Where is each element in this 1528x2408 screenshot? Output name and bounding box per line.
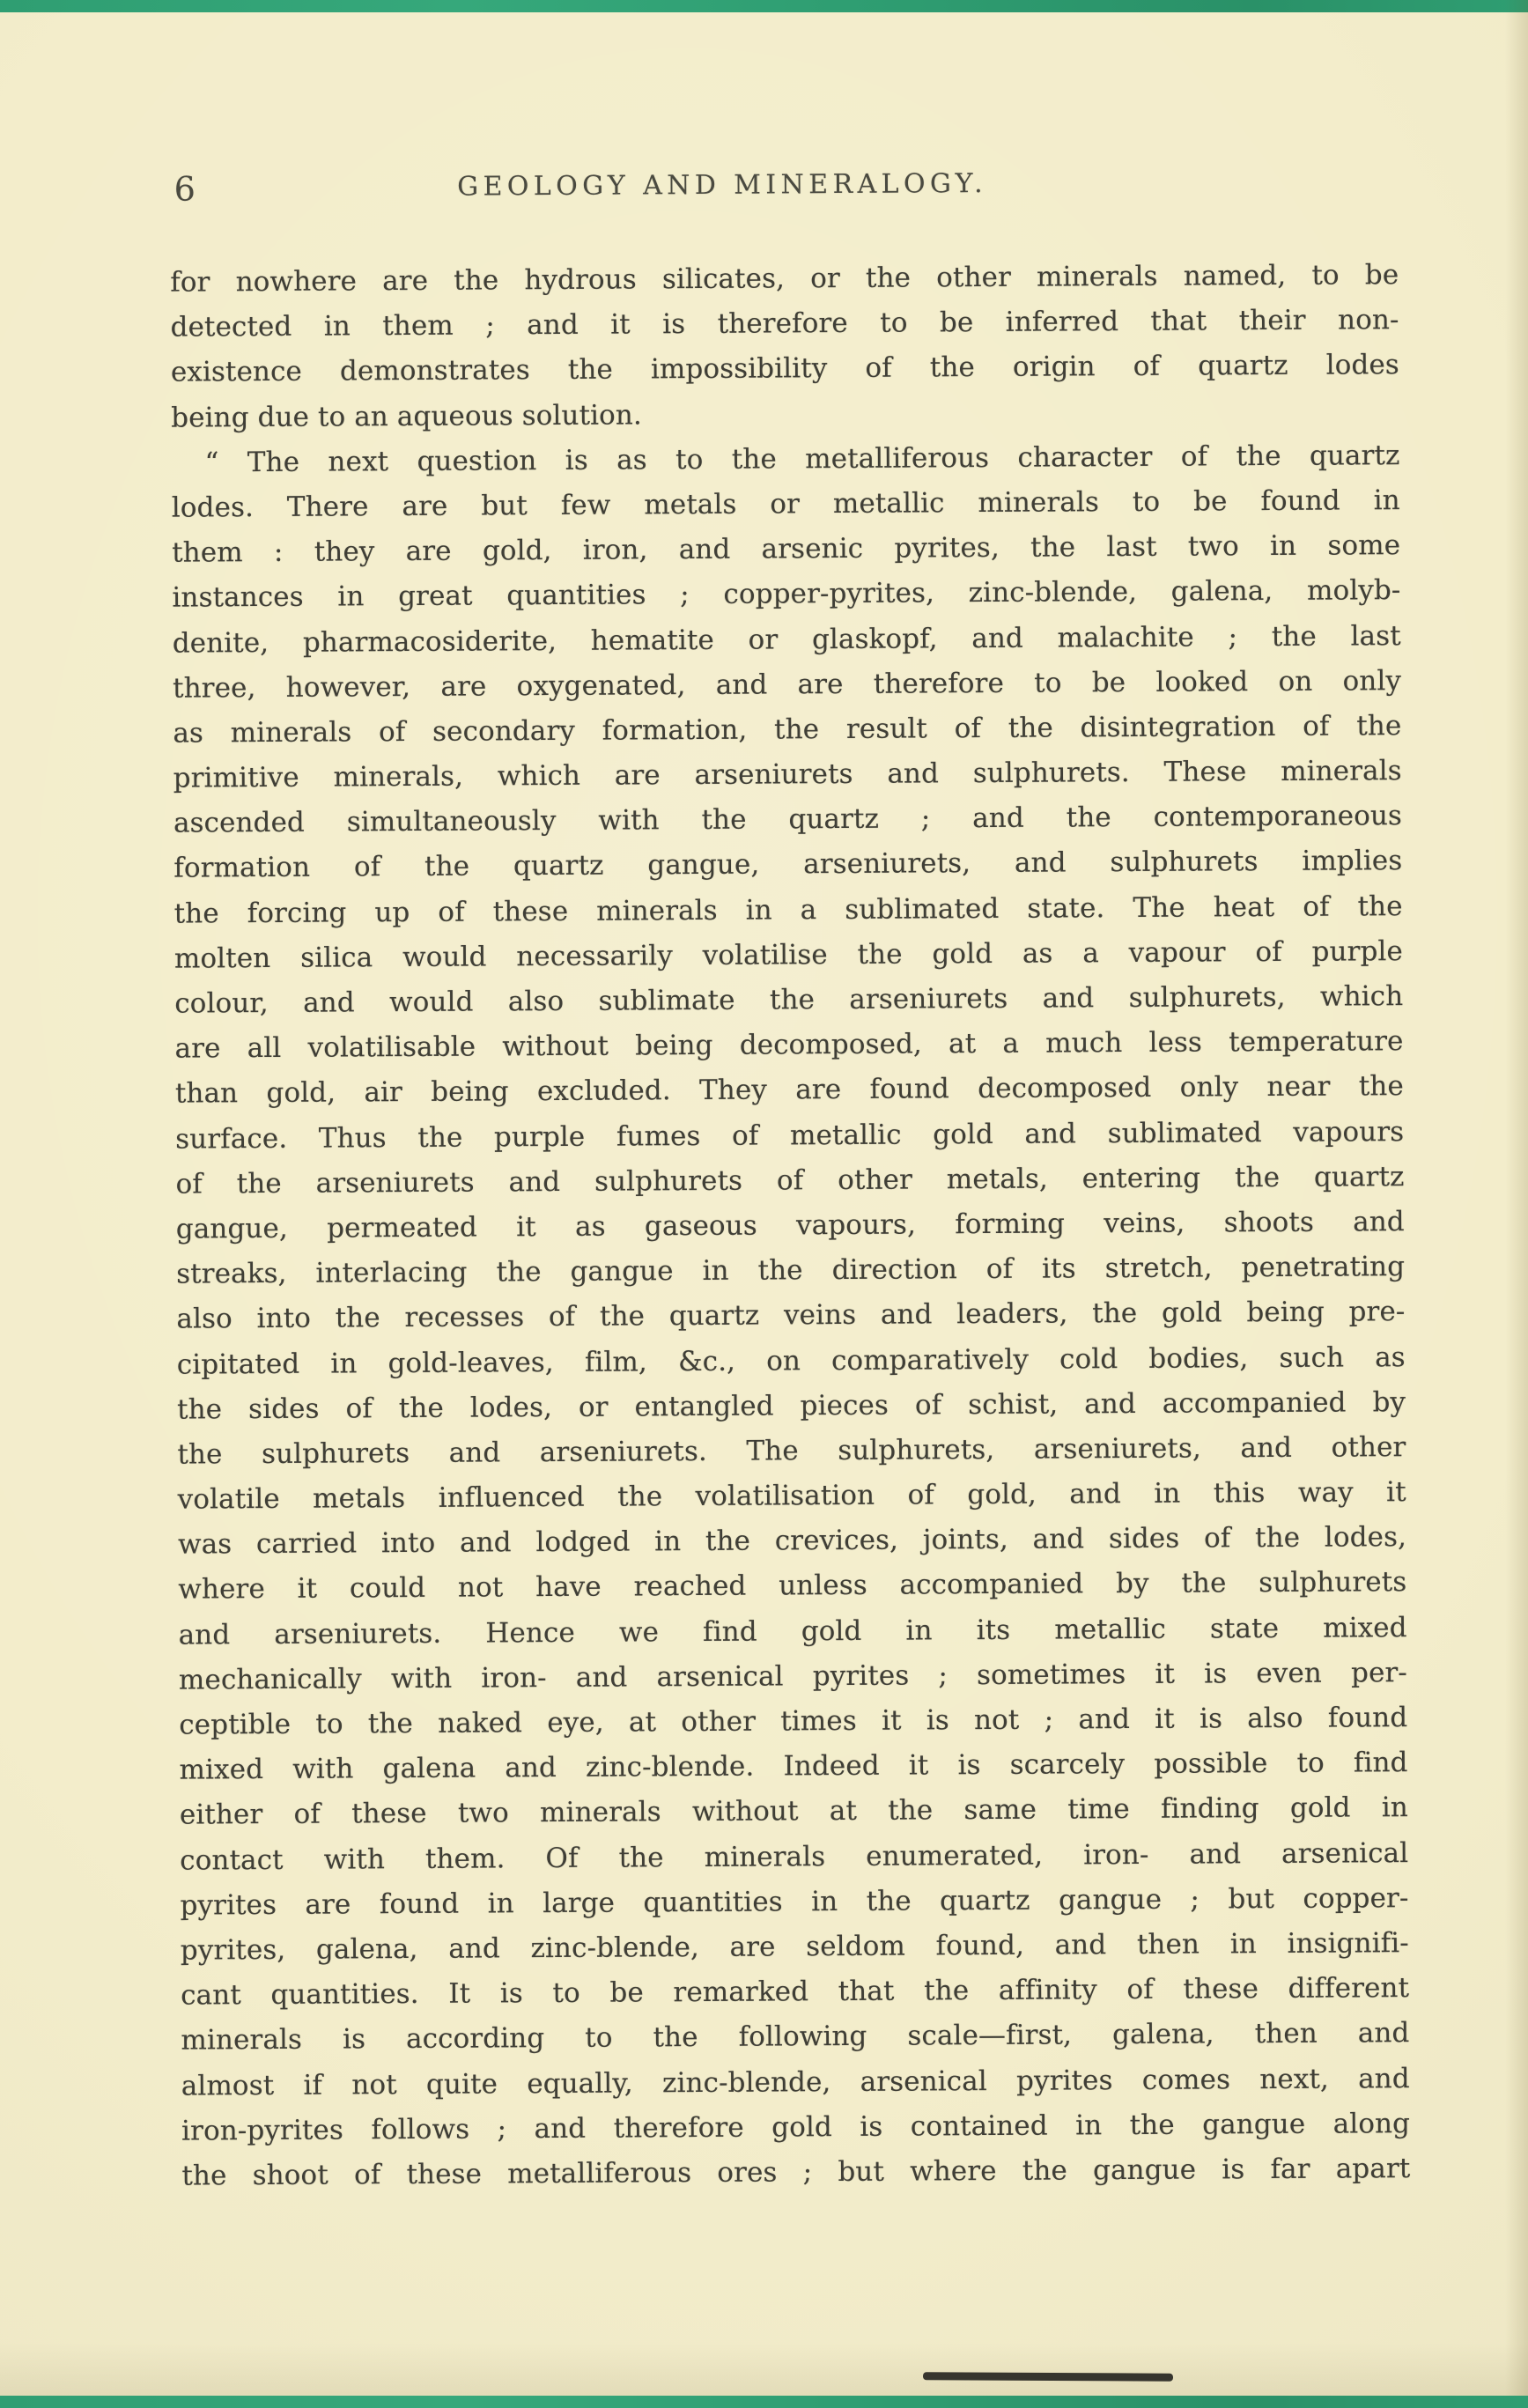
text-line: than gold, air being excluded. They are found decomposed only near the [174, 1070, 1404, 1111]
text-line: molten silica would necessarily volatilise the gold as a vapour of purple [173, 934, 1404, 975]
text-line: formation of the quartz gangue, arseniurets, and sulphurets implies [173, 845, 1403, 885]
text-line: the shoot of these metalliferous ores ; but where the gangue is far apart [181, 2152, 1411, 2192]
text-line: detected in them ; and it is therefore to be inferred that their non- [170, 304, 1399, 343]
text-line: almost if not quite equally, zinc-blende, arsenical pyrites comes next, and [181, 2062, 1410, 2102]
text-line: iron-pyrites follows ; and therefore gold is contained in the gangue along [181, 2107, 1411, 2147]
text-line: being due to an aqueous solution. [171, 398, 643, 434]
page-edge-shadow-right [1505, 0, 1528, 2408]
page-edge-shadow-bottom [0, 2343, 1528, 2396]
text-line: also into the recesses of the quartz veins and leaders, the gold being pre- [176, 1296, 1406, 1335]
text-line: as minerals of secondary formation, the result of the disintegration of the [173, 709, 1402, 750]
text-line: surface. Thus the purple fumes of metallic gold and sublimated vapours [175, 1115, 1405, 1156]
scan-artifact-mark [923, 2372, 1173, 2381]
text-line: ascended simultaneously with the quartz ; and the contemporaneous [173, 800, 1403, 839]
text-line: instances in great quantities ; copper-pyrites, zinc-blende, galena, molyb- [172, 574, 1401, 614]
text-line: of the arseniurets and sulphurets of other metals, entering the quartz [175, 1160, 1405, 1200]
text-line: where it could not have reached unless accompanied by the sulphurets [178, 1566, 1407, 1607]
text-line: denite, pharmacosiderite, hematite or glaskopf, and malachite ; the last [172, 619, 1401, 660]
text-line: contact with them. Of the minerals enumerated, iron- and arsenical [180, 1836, 1409, 1877]
text-line: cipitated in gold-leaves, film, &c., on comparatively cold bodies, such as [176, 1341, 1406, 1381]
text-line: cant quantities. It is to be remarked that the affinity of these different [181, 1972, 1410, 2012]
text-line: lodes. There are but few metals or metallic minerals to be found in [171, 484, 1400, 524]
text-line: pyrites are found in large quantities in the quartz gangue ; but copper- [180, 1881, 1409, 1922]
text-line: and arseniurets. Hence we find gold in its metallic state mixed [178, 1611, 1407, 1651]
text-line: was carried into and lodged in the crevices, joints, and sides of the lodes, [177, 1521, 1407, 1561]
text-line: mixed with galena and zinc-blende. Indeed it is scarcely possible to find [179, 1747, 1408, 1786]
text-line: mechanically with iron- and arsenical pyrites ; sometimes it is even per- [178, 1656, 1408, 1696]
text-line: volatile metals influenced the volatilisation of gold, and in this way it [177, 1476, 1406, 1516]
text-line: “ The next question is as to the metalliferous character of the quartz [204, 439, 1400, 479]
text-line: the forcing up of these minerals in a sublimated state. The heat of the [173, 890, 1403, 930]
text-line: the sides of the lodes, or entangled pieces of schist, and accompanied by [176, 1385, 1406, 1426]
text-line: are all volatilisable without being decomposed, at a much less temperature [174, 1025, 1404, 1065]
text-line: the sulphurets and arseniurets. The sulphurets, arseniurets, and other [177, 1430, 1406, 1471]
text-line: pyrites, galena, and zinc-blende, are seldom found, and then in insignifi- [180, 1927, 1409, 1967]
text-line: for nowhere are the hydrous silicates, or the other minerals named, to be [170, 259, 1399, 299]
scan-band-bottom [0, 2396, 1528, 2408]
running-title: GEOLOGY AND MINERALOGY. [457, 167, 988, 203]
text-line: ceptible to the naked eye, at other times it is not ; and it is also found [179, 1702, 1408, 1741]
text-line: colour, and would also sublimate the arseniurets and sulphurets, which [174, 980, 1404, 1020]
text-line: primitive minerals, which are arseniurets and sulphurets. These minerals [173, 755, 1402, 794]
text-line: minerals is according to the following scale—first, galena, then and [181, 2017, 1410, 2057]
page-header [169, 160, 1398, 209]
text-line: gangue, permeated it as gaseous vapours, forming veins, shoots and [175, 1206, 1405, 1245]
text-line: three, however, are oxygenated, and are therefore to be looked on only [172, 664, 1402, 705]
text-line: existence demonstrates the impossibility of the origin of quartz lodes [170, 349, 1399, 389]
page-number: 6 [173, 169, 196, 209]
text-line: either of these two minerals without at the same time finding gold in [179, 1791, 1408, 1831]
text-line: streaks, interlacing the gangue in the direction of its stretch, penetrating [176, 1251, 1406, 1290]
text-block [170, 253, 1410, 2199]
text-line: them : they are gold, iron, and arsenic pyrites, the last two in some [172, 529, 1401, 569]
